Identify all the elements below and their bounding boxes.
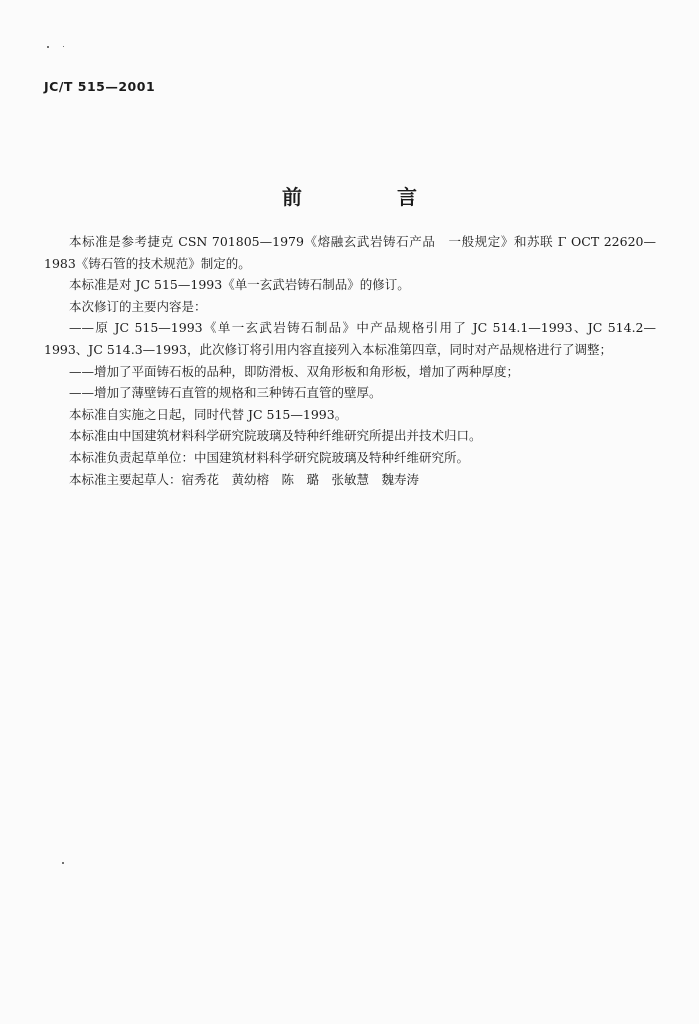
scan-speck [62,862,64,864]
list-item-revision-3: ——增加了薄壁铸石直管的规格和三种铸石直管的壁厚。 [69,385,382,401]
list-item-revision-2: ——增加了平面铸石板的品种，即防滑板、双角形板和角形板，增加了两种厚度； [69,363,520,379]
paragraph-revision-of: 本标准是对 JC 515—1993《单一玄武岩铸石制品》的修订。 [69,277,410,293]
standard-code-header: JC/T 515—2001 [44,79,156,94]
scan-speck [47,46,49,48]
paragraph-revision-intro: 本次修订的主要内容是： [69,298,207,314]
list-item-revision-1: ——原 JC 515—1993《单一玄武岩铸石制品》中产品规格引用了 JC 514.1—1993、JC 514.2—1993、JC 514.3—1993，此次修订将引用内容直接列入本标准第四章，同时对产品规格进行了调整； [44,320,656,357]
paragraph-proposer: 本标准由中国建筑材料科学研究院玻璃及特种纤维研究所提出并技术归口。 [69,428,482,444]
paragraph-reference-standards: 本标准是参考捷克 CSN 701805—1979《熔融玄武岩铸石产品 一般规定》和苏联 Γ OCT 22620—1983《铸石管的技术规范》制定的。 [44,234,656,271]
foreword-body [44,231,656,490]
scan-speck [63,46,64,47]
paragraph-drafting-unit: 本标准负责起草单位：中国建筑材料科学研究院玻璃及特种纤维研究所。 [69,449,470,465]
paragraph-effective-date: 本标准自实施之日起，同时代替 JC 515—1993。 [69,406,348,422]
paragraph-drafters: 本标准主要起草人：宿秀花 黄幼榕 陈 璐 张敏慧 魏寿涛 [69,471,420,487]
page-title: 前 言 [282,185,461,209]
